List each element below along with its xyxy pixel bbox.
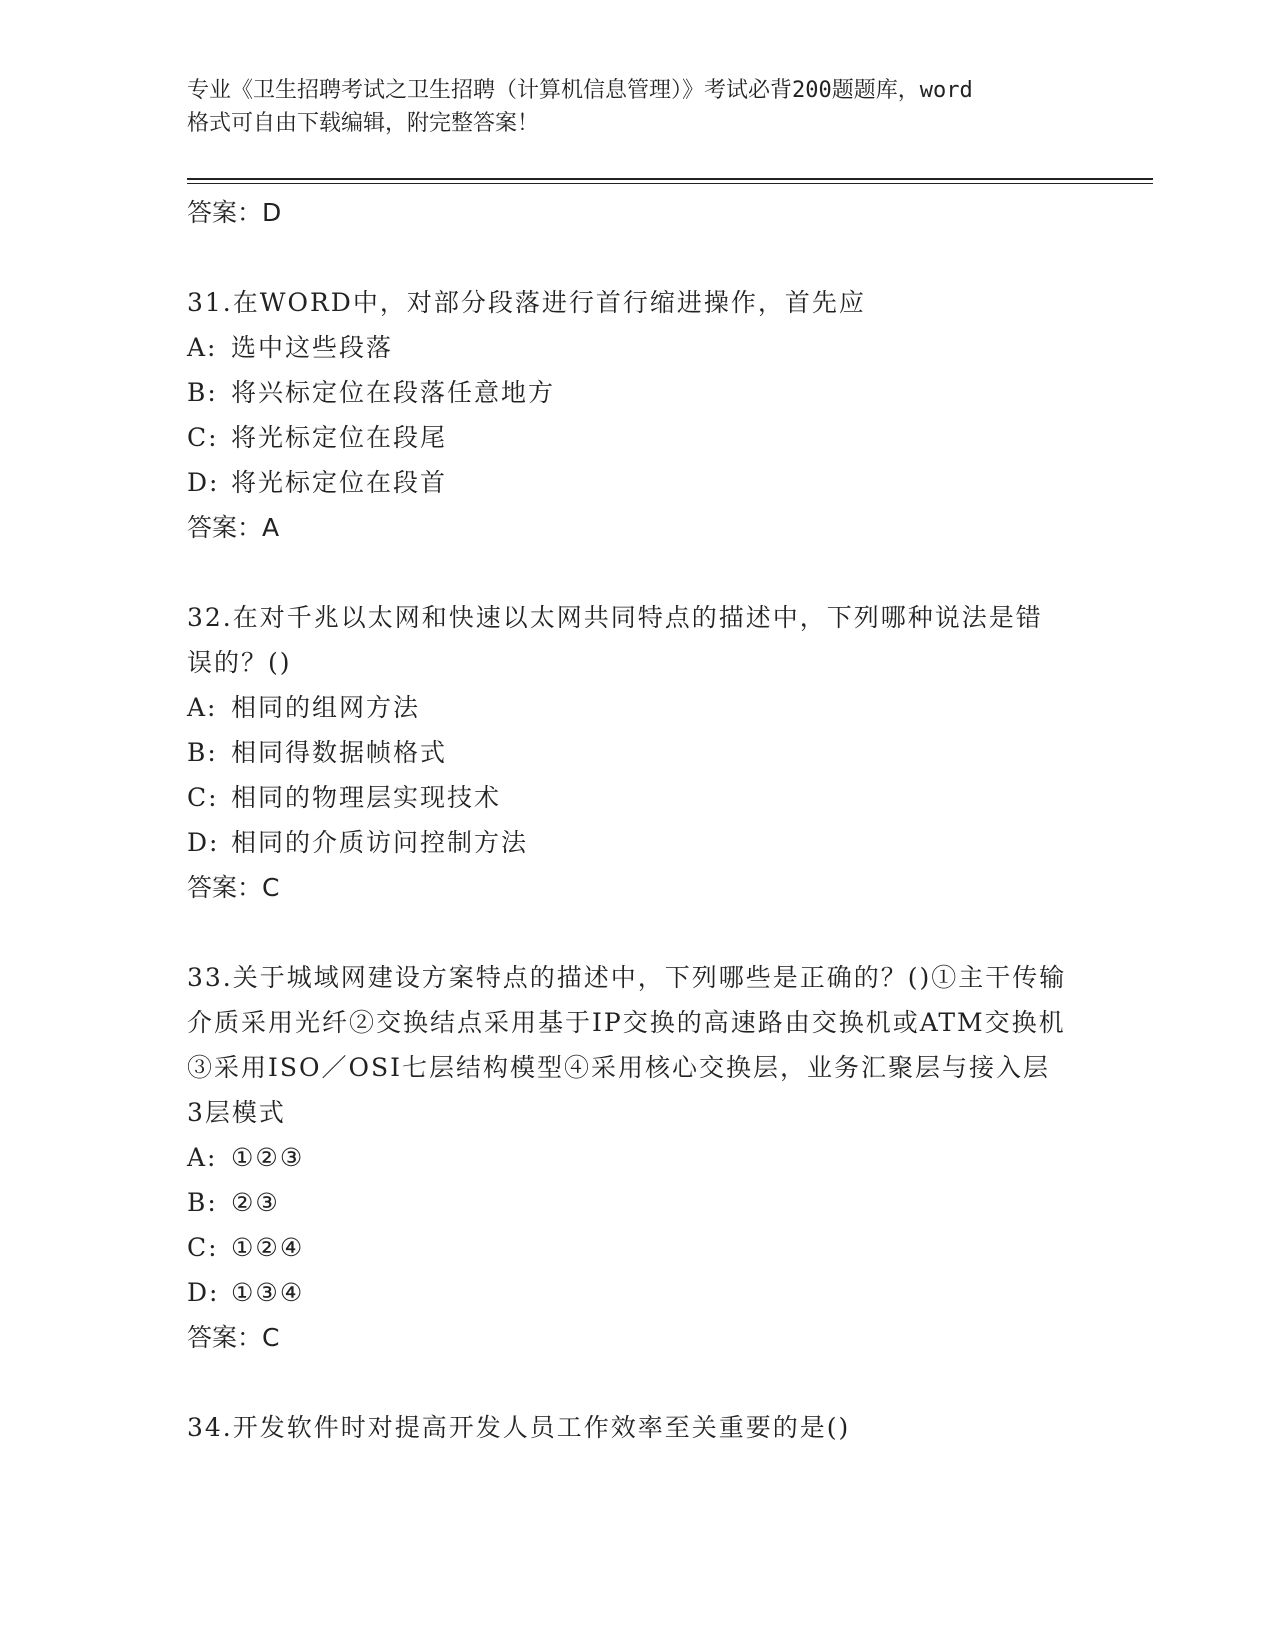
question-32-text: 32.在对千兆以太网和快速以太网共同特点的描述中，下列哪种说法是错误的？() (187, 603, 1043, 677)
option-letter: B: (187, 378, 218, 407)
option-letter: B: (187, 738, 218, 767)
header-divider-thin (187, 183, 1153, 184)
option-letter: C: (187, 423, 219, 452)
question-32-option-b (187, 730, 1087, 775)
question-32-answer: 答案：C (187, 873, 280, 902)
option-text: 将光标定位在段尾 (231, 423, 448, 452)
option-text: 相同的物理层实现技术 (231, 783, 502, 812)
option-letter: C: (187, 783, 219, 812)
option-text: ①③④ (231, 1278, 305, 1307)
header-line-1: 专业《卫生招聘考试之卫生招聘（计算机信息管理）》考试必背200题题库，word (187, 78, 973, 103)
option-letter: A: (187, 333, 218, 362)
option-letter: D: (187, 828, 220, 857)
spacer (187, 550, 1087, 595)
option-text: 选中这些段落 (231, 333, 394, 362)
question-33-answer: 答案：C (187, 1323, 280, 1352)
question-33-option-d (187, 1270, 1087, 1315)
spacer (187, 910, 1087, 955)
document-header (187, 74, 1087, 140)
option-letter: D: (187, 468, 220, 497)
question-34-text: 34.开发软件时对提高开发人员工作效率至关重要的是() (187, 1413, 851, 1442)
option-letter: D: (187, 1278, 220, 1307)
option-letter: A: (187, 693, 218, 722)
spacer (187, 1360, 1087, 1405)
header-line-2: 格式可自由下载编辑，附完整答案！ (187, 111, 540, 136)
option-text: 相同得数据帧格式 (231, 738, 448, 767)
question-33-option-c (187, 1225, 1087, 1270)
header-divider (187, 178, 1153, 180)
question-33-option-b (187, 1180, 1087, 1225)
question-33-option-a (187, 1135, 1087, 1180)
option-letter: C: (187, 1233, 219, 1262)
question-33-text: 33.关于城域网建设方案特点的描述中，下列哪些是正确的？()①主干传输介质采用光纤②交换结点采用基于IP交换的高速路由交换机或ATM交换机③采用ISO／OSI七层结构模型④采用核心交换层，业务汇聚层与接入层3层模式 (187, 963, 1067, 1127)
option-text: 相同的组网方法 (231, 693, 421, 722)
option-text: 相同的介质访问控制方法 (231, 828, 529, 857)
question-31-option-a (187, 325, 1087, 370)
question-32-option-d (187, 820, 1087, 865)
option-text: ②③ (231, 1188, 280, 1217)
question-list (187, 190, 1087, 1450)
option-letter: A: (187, 1143, 218, 1172)
answer-line: 答案：D (187, 198, 282, 227)
option-text: ①②③ (231, 1143, 305, 1172)
spacer (187, 235, 1087, 280)
question-32-option-a (187, 685, 1087, 730)
question-31-option-c (187, 415, 1087, 460)
question-31-option-b (187, 370, 1087, 415)
question-31-option-d (187, 460, 1087, 505)
question-31-text: 31.在WORD中，对部分段落进行首行缩进操作，首先应 (187, 288, 866, 317)
option-letter: B: (187, 1188, 218, 1217)
option-text: ①②④ (231, 1233, 305, 1262)
question-31-answer: 答案：A (187, 513, 280, 542)
option-text: 将兴标定位在段落任意地方 (231, 378, 556, 407)
option-text: 将光标定位在段首 (231, 468, 448, 497)
question-32-option-c (187, 775, 1087, 820)
